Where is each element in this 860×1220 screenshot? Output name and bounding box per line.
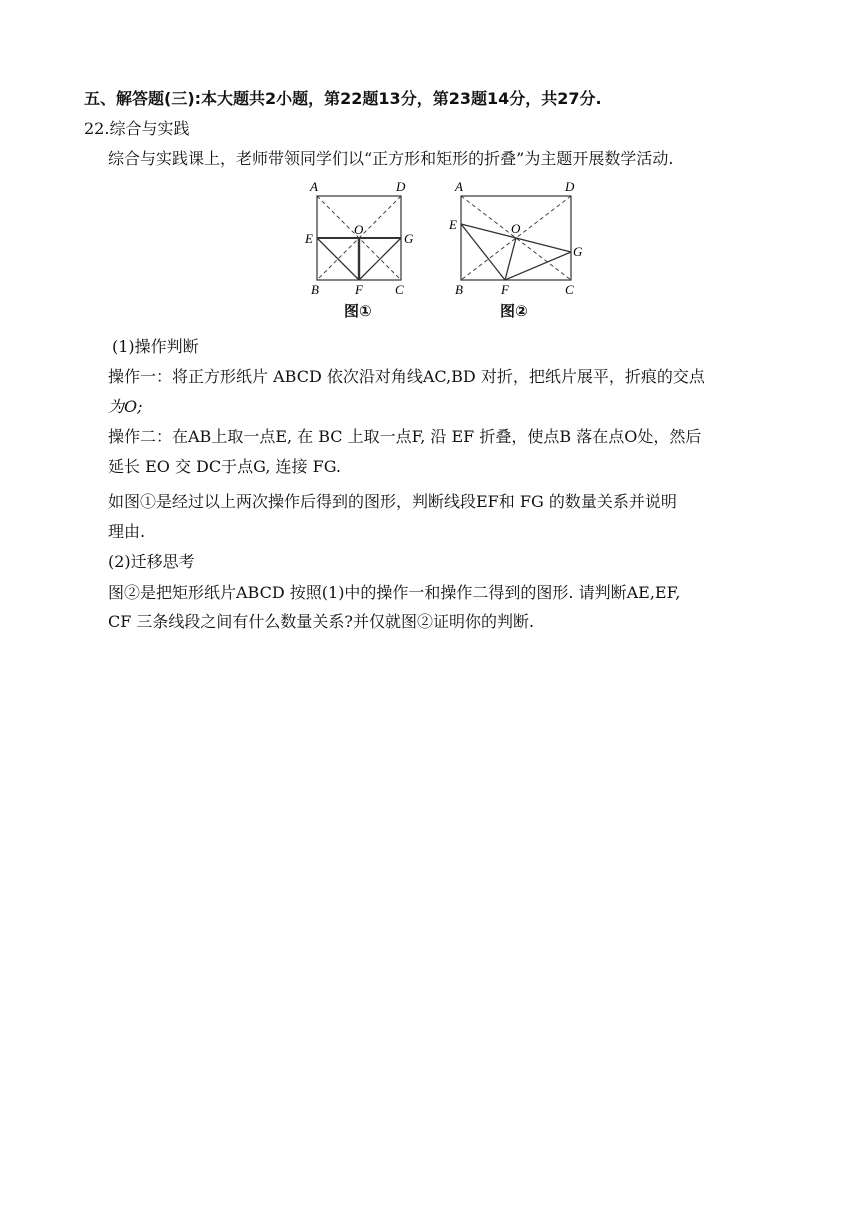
part2-text-line1: 图②是把矩形纸片ABCD 按照(1)中的操作一和操作二得到的图形. 请判断AE,EF,	[108, 583, 681, 602]
fig1-label-o: O	[354, 222, 364, 237]
problem-number-title: 22.综合与实践	[84, 119, 190, 138]
fig1-label-a: A	[310, 179, 318, 194]
fig2-seg-of	[505, 238, 516, 280]
figure-1-diagram	[300, 176, 420, 300]
part1-op2-line2: 延长 EO 交 DC于点G, 连接 FG.	[108, 457, 341, 476]
fig1-label-e: E	[305, 231, 313, 246]
fig2-label-c: C	[565, 282, 574, 297]
fig2-label-o: O	[511, 221, 521, 236]
fig1-label-c: C	[395, 282, 404, 297]
part1-op1-line1: 操作一：将正方形纸片 ABCD 依次沿对角线AC,BD 对折，把纸片展平，折痕的交点	[108, 367, 705, 386]
part1-heading: (1)操作判断	[112, 337, 199, 356]
fig2-label-g: G	[573, 244, 583, 259]
fig2-label-a: A	[455, 179, 463, 194]
section-title: 五、解答题(三):本大题共2小题，第22题13分，第23题14分，共27分.	[84, 89, 602, 108]
figure-2-caption: 图②	[500, 302, 528, 320]
fig1-label-f: F	[355, 282, 363, 297]
figure-1-caption: 图①	[344, 302, 372, 320]
fig2-seg-fg	[505, 252, 571, 280]
part1-question-line1: 如图①是经过以上两次操作后得到的图形，判断线段EF和 FG 的数量关系并说明	[108, 492, 677, 511]
part1-op2-line1: 操作二：在AB上取一点E, 在 BC 上取一点F, 沿 EF 折叠，使点B 落在点O处，然后	[108, 427, 702, 446]
problem-intro: 综合与实践课上，老师带领同学们以“正方形和矩形的折叠”为主题开展数学活动.	[108, 149, 674, 168]
part2-text-line2: CF 三条线段之间有什么数量关系?并仅就图②证明你的判断.	[108, 612, 535, 631]
fig2-label-f: F	[501, 282, 509, 297]
fig2-label-e: E	[449, 217, 457, 232]
part1-question-line2: 理由.	[108, 522, 146, 541]
fig1-label-d: D	[396, 179, 406, 194]
figure-2-diagram	[445, 176, 585, 300]
fig1-seg-fg	[359, 238, 401, 280]
fig2-label-d: D	[565, 179, 575, 194]
fig1-label-b: B	[311, 282, 319, 297]
part1-op1-line2: 为O;	[108, 397, 143, 416]
part2-heading: (2)迁移思考	[108, 552, 195, 571]
fig1-label-g: G	[404, 231, 414, 246]
fig2-label-b: B	[455, 282, 463, 297]
fig1-seg-ef	[317, 238, 359, 280]
